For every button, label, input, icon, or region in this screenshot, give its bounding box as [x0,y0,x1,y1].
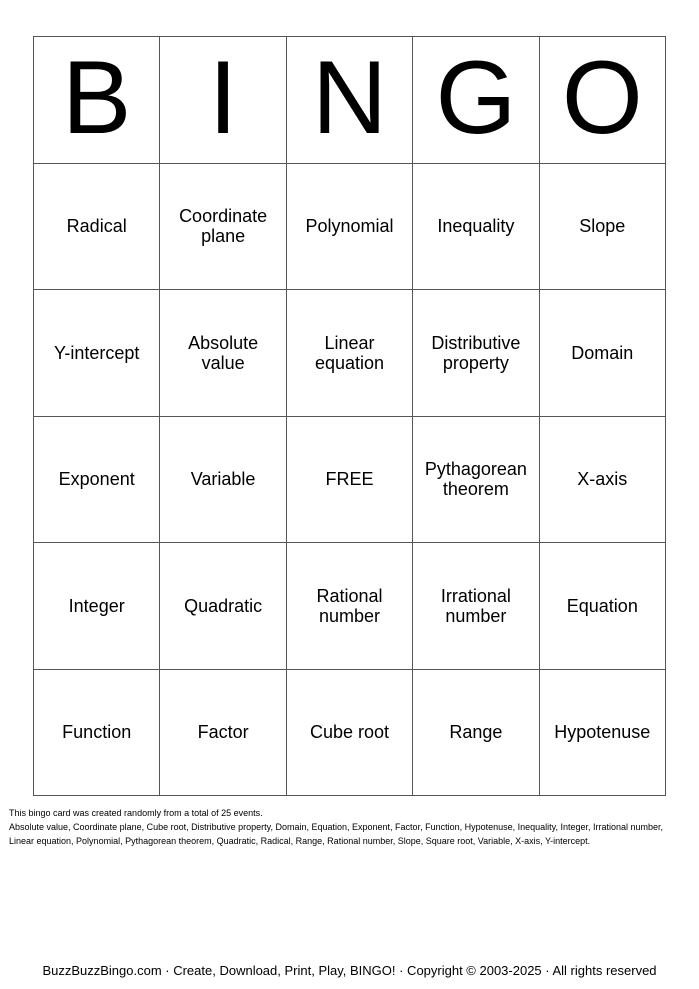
bingo-square: Exponent [34,417,160,544]
bingo-square: Range [413,670,539,797]
card-info-word-list: Absolute value, Coordinate plane, Cube root, Distributive property, Domain, Equation, Exponent, Factor, Function, Hypotenuse, Inequality, Integer, Irrational number, Linear equation, Polynomial, Pythagorean theorem, Quadratic, Radical, Range, Rational number, Slope, Square root, Variable, X-axis, Y-intercept. [9,822,664,846]
bingo-square: Function [34,670,160,797]
bingo-square: Pythagorean theorem [413,417,539,544]
bingo-square: Inequality [413,164,539,291]
bingo-square: Rational number [287,543,413,670]
bingo-square: Variable [160,417,286,544]
bingo-square: Hypotenuse [540,670,666,797]
free-square: FREE [287,417,413,544]
bingo-square: Distributive property [413,290,539,417]
bingo-square: Irrational number [413,543,539,670]
header-letter-i: I [160,37,286,164]
bingo-square: Cube root [287,670,413,797]
card-info-summary: This bingo card was created randomly from a total of 25 events. [9,808,263,818]
header-letter-n: N [287,37,413,164]
bingo-square: Coordinate plane [160,164,286,291]
bingo-square: Slope [540,164,666,291]
header-letter-g: G [413,37,539,164]
page-footer: BuzzBuzzBingo.com · Create, Download, Print, Play, BINGO! · Copyright © 2003-2025 · All rights reserved [42,963,657,978]
bingo-square: Radical [34,164,160,291]
bingo-square: Linear equation [287,290,413,417]
card-info [9,806,669,848]
header-letter-b: B [34,37,160,164]
bingo-square: Polynomial [287,164,413,291]
bingo-square: Y-intercept [34,290,160,417]
bingo-square: Quadratic [160,543,286,670]
bingo-card [33,36,666,796]
bingo-square: X-axis [540,417,666,544]
bingo-square: Factor [160,670,286,797]
bingo-square: Integer [34,543,160,670]
bingo-square: Absolute value [160,290,286,417]
bingo-square: Equation [540,543,666,670]
bingo-square: Domain [540,290,666,417]
header-letter-o: O [540,37,666,164]
